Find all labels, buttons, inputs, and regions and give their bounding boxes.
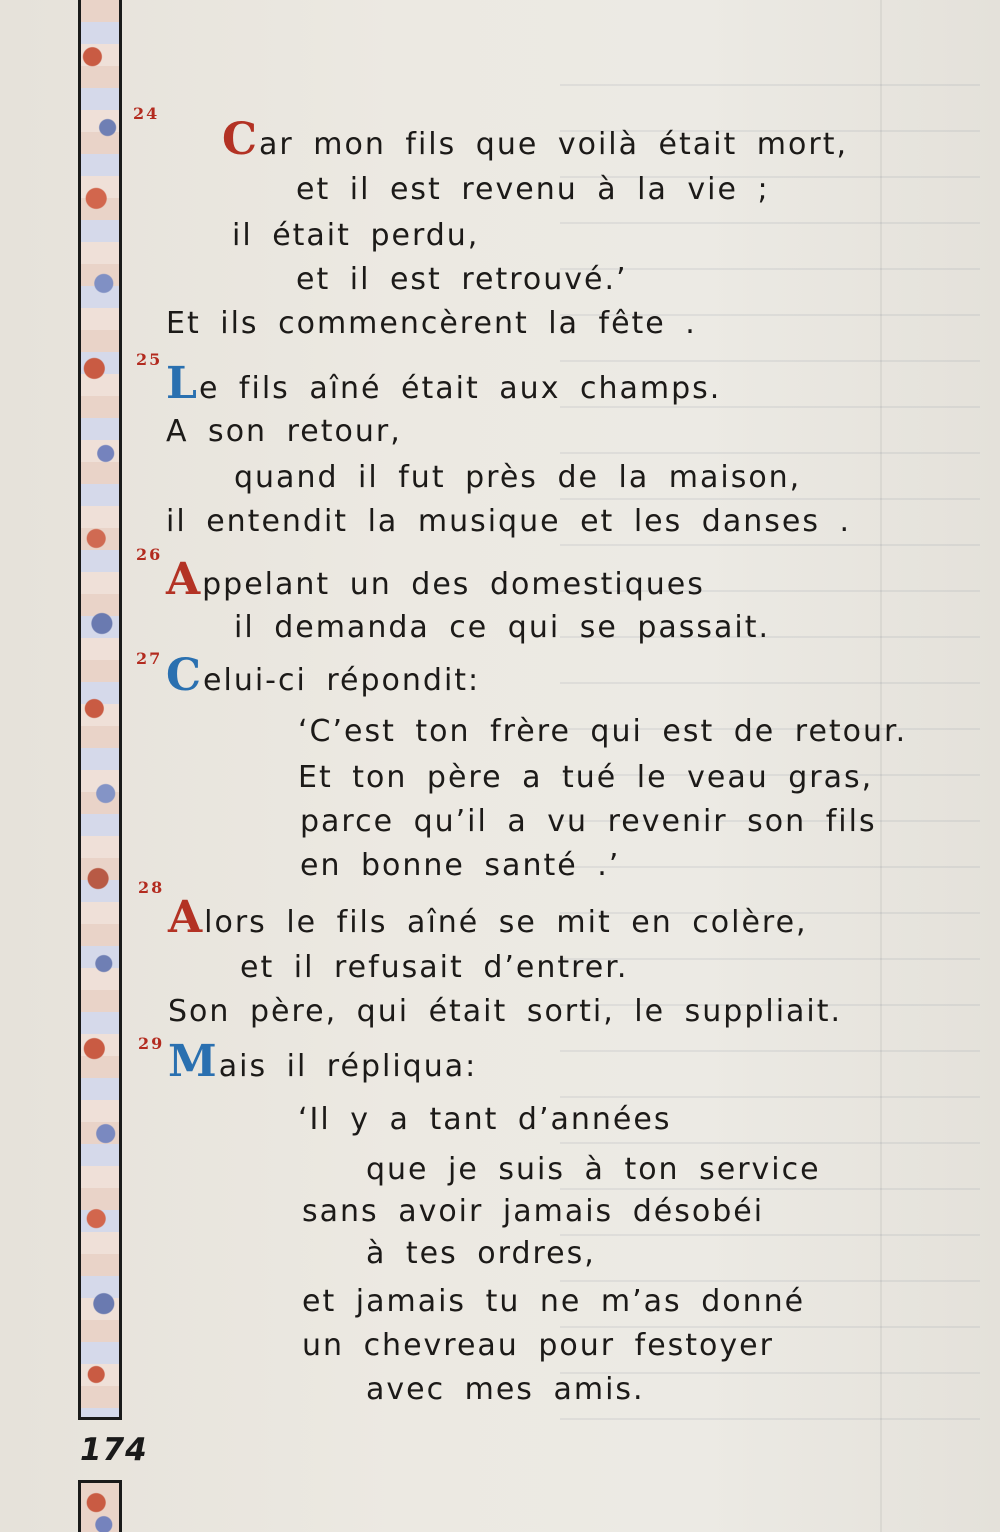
verse-27-line-1 (166, 650, 481, 701)
verse-24-line-3: il était perdu, (232, 218, 480, 253)
drop-cap-c: C (166, 650, 204, 701)
verse-26-line-2: il demanda ce qui se passait. (234, 610, 771, 645)
page-number: 174 (80, 1432, 148, 1468)
verse-27-line-1-text: elui-ci répondit: (203, 663, 481, 698)
verse-number-28: 28 (138, 878, 165, 897)
verse-number-25: 25 (136, 350, 163, 369)
verse-27-line-4: parce qu’il a vu revenir son fils (300, 804, 877, 839)
drop-cap-a: A (168, 892, 205, 943)
verse-29-line-4: sans avoir jamais désobéi (302, 1194, 765, 1229)
verse-29-line-6: et jamais tu ne m’as donné (302, 1284, 806, 1319)
verse-29-line-1-text: ais il répliqua: (218, 1049, 478, 1084)
verse-25-line-3: quand il fut près de la maison, (234, 460, 802, 495)
verse-29-line-1 (168, 1036, 478, 1087)
verse-29-line-2: ‘Il y a tant d’années (298, 1102, 672, 1137)
drop-cap-l: L (166, 358, 199, 409)
verse-24-line-1 (222, 114, 849, 165)
page-gutter (880, 0, 882, 1532)
verse-29-line-3: que je suis à ton service (366, 1152, 821, 1187)
verse-28-line-1 (168, 892, 808, 943)
drop-cap-a: A (166, 554, 203, 605)
drop-cap-m: M (168, 1036, 219, 1087)
verse-number-26: 26 (136, 545, 163, 564)
verse-28-line-1-text: lors le fils aîné se mit en colère, (204, 905, 808, 940)
verse-29-line-5: à tes ordres, (366, 1236, 596, 1271)
verse-29-line-8: avec mes amis. (366, 1372, 645, 1407)
verse-25-line-1 (166, 358, 722, 409)
verse-24-line-2: et il est revenu à la vie ; (296, 172, 770, 207)
verse-27-line-2: ‘C’est ton frère qui est de retour. (298, 714, 908, 749)
verse-28-line-2: et il refusait d’entrer. (240, 950, 629, 985)
verse-28-line-3: Son père, qui était sorti, le suppliait. (168, 994, 843, 1029)
verse-27-line-5: en bonne santé .’ (300, 848, 621, 883)
verse-26-line-1-text: ppelant un des domestiques (202, 567, 705, 602)
verse-number-27: 27 (136, 649, 163, 668)
verse-24-line-1-text: ar mon fils que voilà était mort, (259, 127, 849, 162)
verse-24-line-5: Et ils commencèrent la fête . (166, 306, 697, 341)
verse-25-line-2: A son retour, (166, 414, 402, 449)
verse-number-29: 29 (138, 1034, 165, 1053)
verse-29-line-7: un chevreau pour festoyer (302, 1328, 774, 1363)
verse-25-line-1-text: e fils aîné était aux champs. (198, 371, 722, 406)
verse-number-24: 24 (133, 104, 160, 123)
drop-cap-c: C (222, 114, 260, 165)
verse-26-line-1 (166, 554, 705, 605)
floral-border-fragment (78, 1480, 122, 1532)
floral-border (78, 0, 122, 1420)
verse-25-line-4: il entendit la musique et les danses . (166, 504, 852, 539)
verse-24-line-4: et il est retrouvé.’ (296, 262, 628, 297)
verse-27-line-3: Et ton père a tué le veau gras, (298, 760, 874, 795)
